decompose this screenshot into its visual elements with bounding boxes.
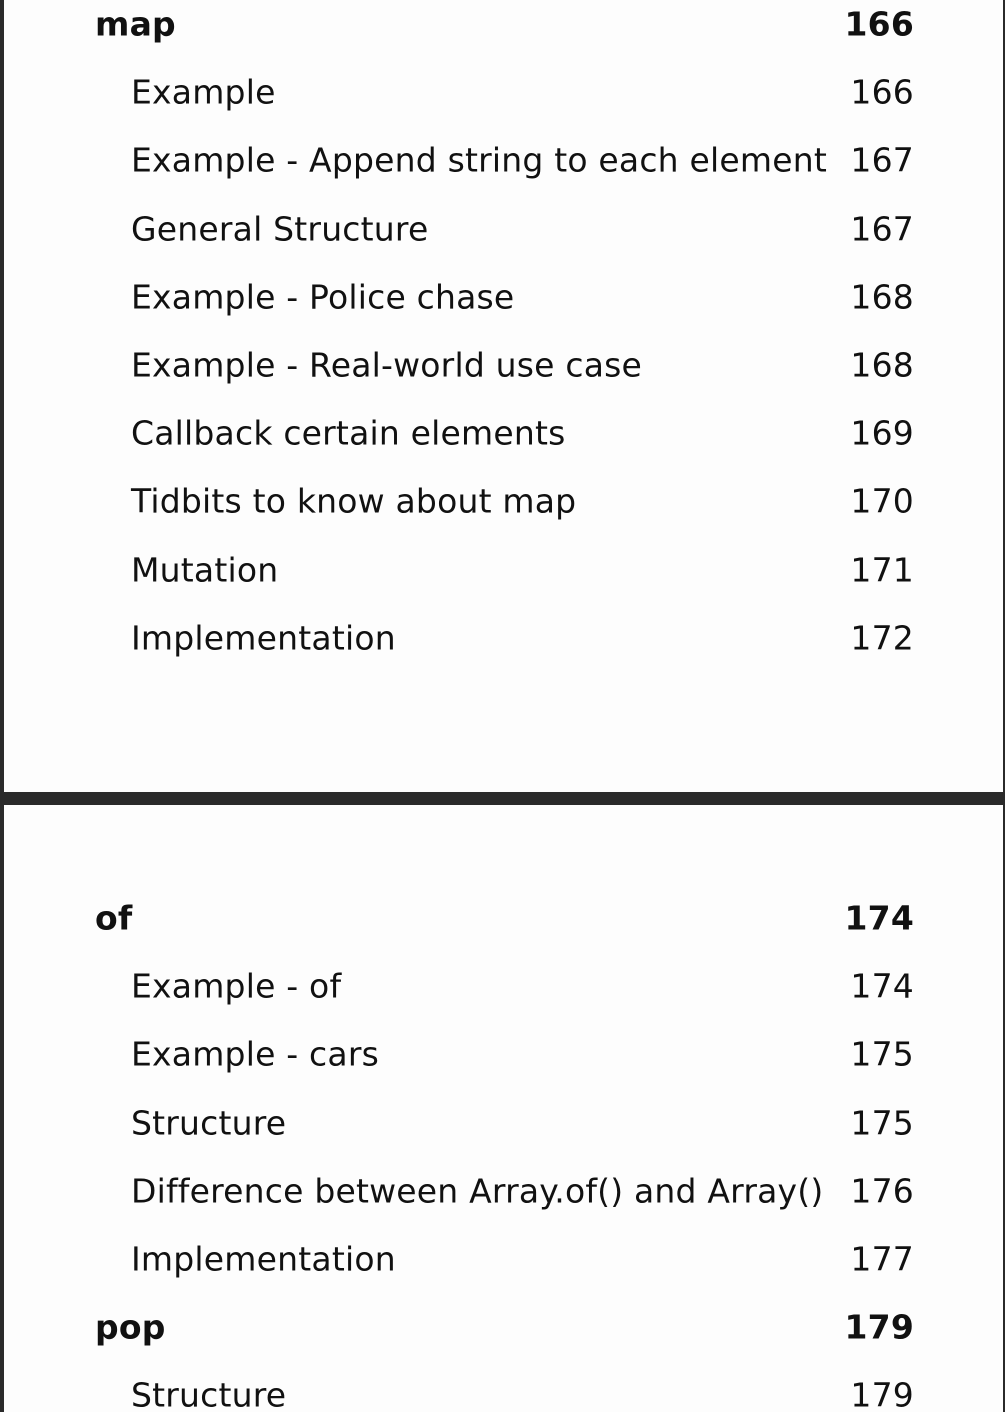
toc-entry-title: Structure [131, 1375, 287, 1412]
toc-entry-title: General Structure [131, 209, 429, 249]
toc-page-number: 166 [844, 4, 914, 44]
toc-entry-title: Example - Append string to each element [131, 140, 827, 180]
toc-page-number: 167 [850, 209, 914, 249]
toc-entry[interactable] [4, 536, 1003, 604]
toc-entry-title: Implementation [131, 1239, 396, 1279]
toc-page-number: 169 [850, 413, 914, 453]
toc-entry[interactable] [4, 399, 1003, 467]
toc-entry-title: Example - cars [131, 1034, 379, 1074]
toc-entry[interactable] [4, 952, 1003, 1020]
toc-entry[interactable] [4, 331, 1003, 399]
toc-entry[interactable] [4, 195, 1003, 263]
toc-page-top [4, 0, 1003, 792]
toc-page-bottom [4, 805, 1003, 1412]
toc-entry-title: map [95, 4, 176, 44]
toc-entry[interactable] [4, 604, 1003, 672]
toc-entry-title: Tidbits to know about map [131, 481, 577, 521]
toc-entry[interactable] [4, 263, 1003, 331]
toc-page-number: 171 [850, 550, 914, 590]
toc-section-heading[interactable] [4, 0, 1003, 58]
toc-entry-title: Example [131, 72, 276, 112]
toc-entry-title: Example - Real-world use case [131, 345, 643, 385]
toc-entry[interactable] [4, 1361, 1003, 1412]
toc-page-number: 174 [844, 898, 914, 938]
toc-entry-title: Example - of [131, 966, 342, 1006]
toc-page-number: 170 [850, 481, 914, 521]
toc-section-heading[interactable] [4, 1293, 1003, 1361]
toc-entry-title: Mutation [131, 550, 279, 590]
toc-page-number: 172 [850, 618, 914, 658]
toc-entry-title: Callback certain elements [131, 413, 566, 453]
toc-entry-title: Example - Police chase [131, 277, 515, 317]
toc-page-number: 168 [850, 277, 914, 317]
toc-entry-title: Structure [131, 1103, 287, 1143]
toc-entry-title: of [95, 898, 133, 938]
toc-page-number: 175 [850, 1034, 914, 1074]
toc-list [4, 884, 1003, 1412]
toc-list [4, 0, 1003, 672]
toc-entry[interactable] [4, 1020, 1003, 1088]
toc-page-number: 176 [850, 1171, 914, 1211]
toc-entry[interactable] [4, 1225, 1003, 1293]
toc-page-number: 175 [850, 1103, 914, 1143]
toc-page-number: 166 [850, 72, 914, 112]
toc-page-number: 167 [850, 140, 914, 180]
toc-page-number: 168 [850, 345, 914, 385]
toc-page-number: 179 [850, 1375, 914, 1412]
toc-page-number: 177 [850, 1239, 914, 1279]
toc-entry[interactable] [4, 58, 1003, 126]
toc-page-number: 179 [844, 1307, 914, 1347]
toc-entry-title: Implementation [131, 618, 396, 658]
toc-entry-title: Difference between Array.of() and Array() [131, 1171, 824, 1211]
toc-entry[interactable] [4, 126, 1003, 194]
toc-entry[interactable] [4, 1157, 1003, 1225]
toc-section-heading[interactable] [4, 884, 1003, 952]
toc-page-number: 174 [850, 966, 914, 1006]
toc-entry[interactable] [4, 467, 1003, 535]
toc-entry[interactable] [4, 1089, 1003, 1157]
toc-entry-title: pop [95, 1307, 166, 1347]
